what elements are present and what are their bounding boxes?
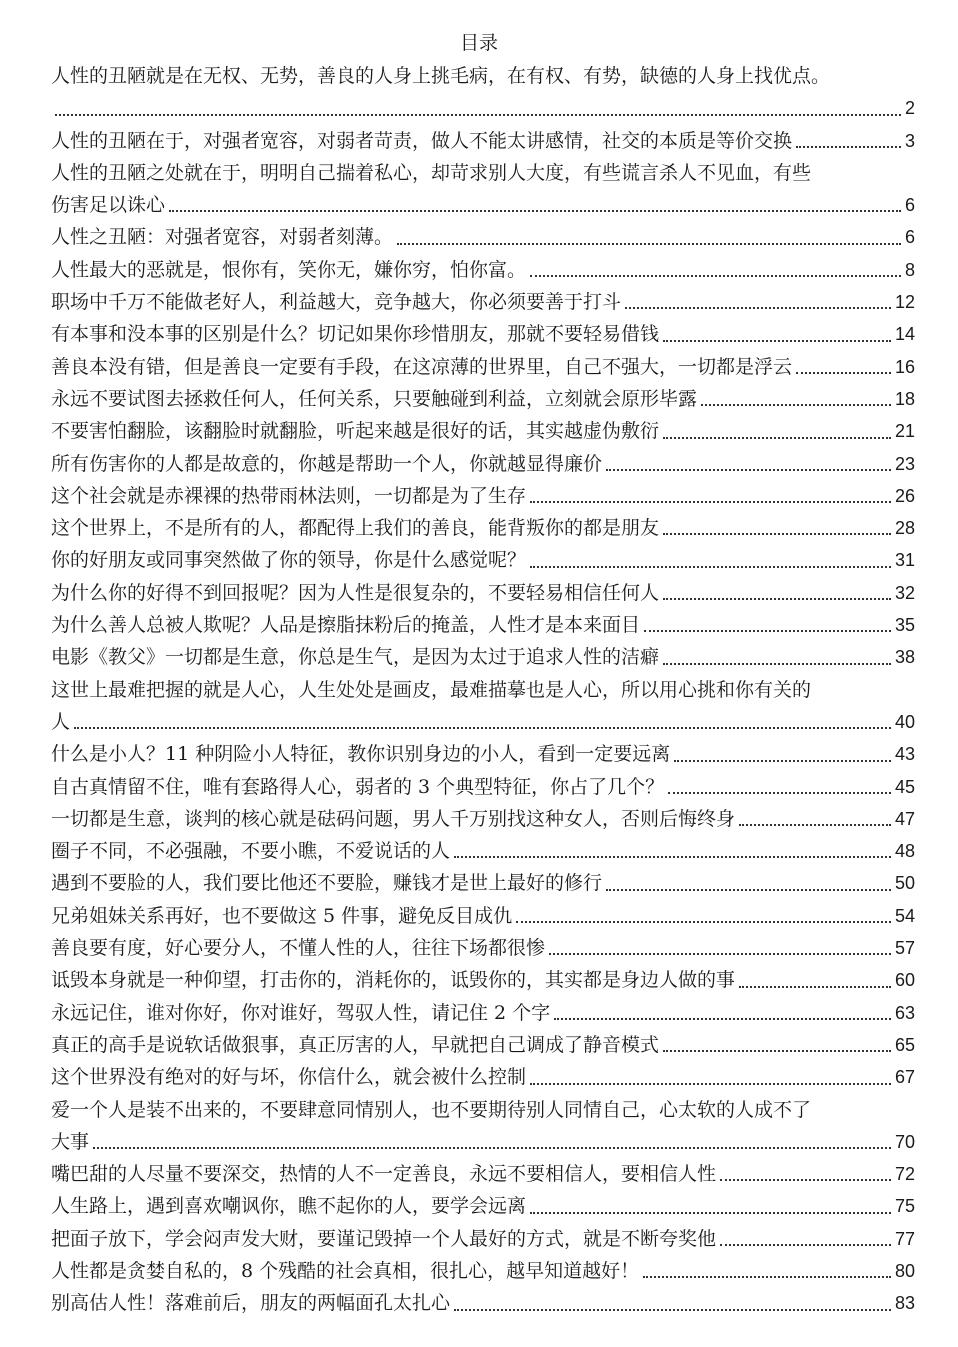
toc-entry[interactable] <box>51 1029 915 1061</box>
dot-leader <box>674 760 891 762</box>
dot-leader <box>530 1212 891 1214</box>
dot-leader <box>554 1018 891 1020</box>
toc-entry[interactable] <box>51 318 915 350</box>
toc-entry-title: 职场中千万不能做老好人，利益越大，竞争越大，你必须要善于打斗 <box>51 291 622 314</box>
dot-leader <box>530 566 891 568</box>
toc-entry-title: 人性的丑陋在于，对强者宽容，对弱者苛责，做人不能太讲感情，社交的本质是等价交换 <box>51 129 793 152</box>
toc-entry[interactable] <box>51 738 915 770</box>
dot-leader <box>663 437 891 439</box>
toc-page-number: 45 <box>894 776 915 797</box>
dot-leader <box>74 727 891 729</box>
dot-leader <box>93 1147 891 1149</box>
toc-entry[interactable] <box>51 964 915 996</box>
dot-leader <box>530 275 901 277</box>
dot-leader <box>796 146 901 148</box>
toc-entry-title: 遇到不要脸的人，我们要比他还不要脸，赚钱才是世上最好的修行 <box>51 872 603 895</box>
toc-page-number: 63 <box>894 1002 915 1023</box>
toc-page-number: 43 <box>894 744 915 765</box>
dot-leader <box>663 533 891 535</box>
dot-leader <box>454 856 891 858</box>
toc-entry[interactable] <box>51 1061 915 1093</box>
toc-page-number: 14 <box>894 324 915 345</box>
dot-leader <box>454 1309 891 1311</box>
toc-page-number: 38 <box>894 647 915 668</box>
toc-entry[interactable] <box>51 544 915 576</box>
toc-entry-title: 诋毁本身就是一种仰望，打击你的，消耗你的，诋毁你的，其实都是身边人做的事 <box>51 969 736 992</box>
toc-entry[interactable] <box>51 932 915 964</box>
dot-leader <box>720 1179 891 1181</box>
dot-leader <box>720 1244 891 1246</box>
toc-entry-title: 兄弟姐妹关系再好，也不要做这 5 件事，避免反目成仇 <box>51 904 513 927</box>
toc-entry-title: 有本事和没本事的区别是什么？切记如果你珍惜朋友，那就不要轻易借钱 <box>51 323 660 346</box>
toc-entry[interactable] <box>51 415 915 447</box>
toc-entry[interactable] <box>51 448 915 480</box>
toc-entry[interactable] <box>51 286 915 318</box>
toc-entry[interactable] <box>51 512 915 544</box>
toc-entry-title: 圈子不同，不必强融，不要小瞧，不爱说话的人 <box>51 840 451 863</box>
dot-leader <box>606 469 891 471</box>
toc-page-number: 16 <box>894 356 915 377</box>
dot-leader <box>796 372 891 374</box>
dot-leader <box>663 340 891 342</box>
toc-entry-title: 把面子放下，学会闷声发大财，要谨记毁掉一个人最好的方式，就是不断夸奖他 <box>51 1227 717 1250</box>
toc-entry-title: 真正的高手是说软话做狠事，真正厉害的人，早就把自己调成了静音模式 <box>51 1033 660 1056</box>
toc-page-number: 47 <box>894 808 915 829</box>
toc-entry-title: 人性之丑陋：对强者宽容，对弱者刻薄。 <box>51 226 394 249</box>
dot-leader <box>668 792 891 794</box>
toc-entry[interactable] <box>51 60 915 125</box>
dot-leader <box>739 824 891 826</box>
toc-entry[interactable] <box>51 900 915 932</box>
dot-leader <box>169 210 901 212</box>
toc-page-number: 65 <box>894 1034 915 1055</box>
toc-entry-title-line2: 伤害足以诛心 <box>51 194 166 217</box>
toc-page-number: 28 <box>894 518 915 539</box>
toc-page-number: 50 <box>894 873 915 894</box>
toc-page-number: 40 <box>894 711 915 732</box>
toc-entry[interactable] <box>51 835 915 867</box>
toc-entry-title-line2: 大事 <box>51 1130 90 1153</box>
dot-leader <box>701 404 891 406</box>
toc-page-number: 75 <box>894 1196 915 1217</box>
toc-page-number: 26 <box>894 485 915 506</box>
toc-entry-title-line2: 人 <box>51 710 71 733</box>
toc-entry[interactable] <box>51 125 915 157</box>
toc-entry-title: 这个社会就是赤裸裸的热带雨林法则，一切都是为了生存 <box>51 484 527 507</box>
toc-entry-title: 人性最大的恶就是，恨你有，笑你无，嫌你穷，怕你富。 <box>51 258 527 281</box>
dot-leader <box>530 501 891 503</box>
toc-page-number: 35 <box>894 615 915 636</box>
toc-entry[interactable] <box>51 771 915 803</box>
toc-entry-title: 人性都是贪婪自私的，8 个残酷的社会真相，很扎心，越早知道越好！ <box>51 1259 640 1282</box>
toc-entry[interactable] <box>51 577 915 609</box>
toc-page-number: 67 <box>894 1067 915 1088</box>
toc-page-number: 6 <box>904 195 915 216</box>
toc-entry[interactable] <box>51 1255 915 1287</box>
toc-entry[interactable] <box>51 383 915 415</box>
toc-page-number: 3 <box>904 130 915 151</box>
toc-entry[interactable] <box>51 867 915 899</box>
dot-leader <box>644 630 891 632</box>
toc-entry-title: 永远记住，谁对你好，你对谁好，驾驭人性，请记住 2 个字 <box>51 1001 551 1024</box>
toc-page-number: 32 <box>894 582 915 603</box>
toc-page-number: 12 <box>894 292 915 313</box>
toc-entry[interactable] <box>51 997 915 1029</box>
toc-entry-title: 别高估人性！落难前后，朋友的两幅面孔太扎心 <box>51 1292 451 1315</box>
dot-leader <box>625 307 891 309</box>
toc-page-number: 70 <box>894 1131 915 1152</box>
dot-leader <box>549 953 891 955</box>
dot-leader <box>663 663 891 665</box>
toc-entry-title: 嘴巴甜的人尽量不要深交，热情的人不一定善良，永远不要相信人，要相信人性 <box>51 1163 717 1186</box>
toc-entry[interactable] <box>51 157 915 222</box>
toc-entry-title: 这个世界上，不是所有的人，都配得上我们的善良，能背叛你的都是朋友 <box>51 517 660 540</box>
toc-page-number: 31 <box>894 550 915 571</box>
dot-leader <box>663 598 891 600</box>
toc-page-number: 48 <box>894 841 915 862</box>
toc-entry[interactable] <box>51 1094 915 1159</box>
dot-leader <box>55 114 901 116</box>
toc-entry-title: 自古真情留不住，唯有套路得人心，弱者的 3 个典型特征，你占了几个？ <box>51 775 665 798</box>
toc-page-number: 2 <box>904 98 915 119</box>
toc-entry-title: 所有伤害你的人都是故意的，你越是帮助一个人，你就越显得廉价 <box>51 452 603 475</box>
dot-leader <box>663 1050 891 1052</box>
toc-entry-title-line1: 爱一个人是装不出来的，不要肆意同情别人，也不要期待别人同情自己，心太软的人成不了 <box>51 1098 812 1121</box>
toc-entry-title: 不要害怕翻脸，该翻脸时就翻脸，听起来越是很好的话，其实越虚伪敷衍 <box>51 420 660 443</box>
toc-page-number: 80 <box>894 1260 915 1281</box>
dot-leader <box>739 986 891 988</box>
dot-leader <box>606 889 891 891</box>
toc-entry-title: 善良本没有错，但是善良一定要有手段，在这凉薄的世界里，自己不强大，一切都是浮云 <box>51 355 793 378</box>
toc-entry[interactable] <box>51 674 915 739</box>
toc-entry[interactable] <box>51 254 915 286</box>
toc-page-number: 18 <box>894 388 915 409</box>
toc-page-number: 72 <box>894 1164 915 1185</box>
toc-entry-title-line1: 人性的丑陋就是在无权、无势，善良的人身上挑毛病，在有权、有势，缺德的人身上找优点。 <box>51 65 831 87</box>
toc-entry[interactable] <box>51 641 915 673</box>
toc-page-number: 57 <box>894 938 915 959</box>
toc-entry[interactable] <box>51 1287 915 1319</box>
toc-list <box>51 60 915 1320</box>
toc-page-number: 8 <box>904 259 915 280</box>
toc-title: 目录 <box>459 32 498 54</box>
toc-page-number: 77 <box>894 1228 915 1249</box>
toc-entry-title: 什么是小人？11 种阴险小人特征，教你识别身边的小人，看到一定要远离 <box>51 743 671 766</box>
toc-entry[interactable] <box>51 1158 915 1190</box>
toc-entry[interactable] <box>51 480 915 512</box>
toc-entry-title: 为什么你的好得不到回报呢？因为人性是很复杂的，不要轻易相信任何人 <box>51 581 660 604</box>
toc-entry[interactable] <box>51 803 915 835</box>
toc-page-number: 23 <box>894 453 915 474</box>
dot-leader <box>643 1276 891 1278</box>
toc-page-number: 21 <box>894 421 915 442</box>
toc-page-number: 6 <box>904 227 915 248</box>
toc-entry-title: 这个世界没有绝对的好与坏，你信什么，就会被什么控制 <box>51 1066 527 1089</box>
toc-entry-title: 电影《教父》一切都是生意，你总是生气，是因为太过于追求人性的洁癖 <box>51 646 660 669</box>
toc-entry[interactable] <box>51 1223 915 1255</box>
toc-entry-title: 永远不要试图去拯救任何人，任何关系，只要触碰到利益，立刻就会原形毕露 <box>51 387 698 410</box>
toc-page-number: 83 <box>894 1293 915 1314</box>
toc-entry[interactable] <box>51 609 915 641</box>
toc-entry[interactable] <box>51 351 915 383</box>
dot-leader <box>397 243 901 245</box>
toc-entry-title: 善良要有度，好心要分人，不懂人性的人，往往下场都很惨 <box>51 937 546 960</box>
dot-leader <box>516 921 891 923</box>
toc-entry-title: 为什么善人总被人欺呢？人品是擦脂抹粉后的掩盖，人性才是本来面目 <box>51 614 641 637</box>
toc-entry-title: 人生路上，遇到喜欢嘲讽你，瞧不起你的人，要学会远离 <box>51 1195 527 1218</box>
dot-leader <box>530 1083 891 1085</box>
toc-page-number: 54 <box>894 905 915 926</box>
toc-entry[interactable] <box>51 221 915 253</box>
toc-entry-title: 你的好朋友或同事突然做了你的领导，你是什么感觉呢？ <box>51 549 527 572</box>
toc-entry-title-line1: 人性的丑陋之处就在于，明明自己揣着私心，却苛求别人大度，有些谎言杀人不见血，有些 <box>51 161 812 184</box>
toc-page-number: 60 <box>894 970 915 991</box>
toc-entry-title-line1: 这世上最难把握的就是人心，人生处处是画皮，最难描摹也是人心，所以用心挑和你有关的 <box>51 678 812 701</box>
toc-entry-title: 一切都是生意，谈判的核心就是砝码问题，男人千万别找这种女人，否则后悔终身 <box>51 807 736 830</box>
toc-entry[interactable] <box>51 1190 915 1222</box>
